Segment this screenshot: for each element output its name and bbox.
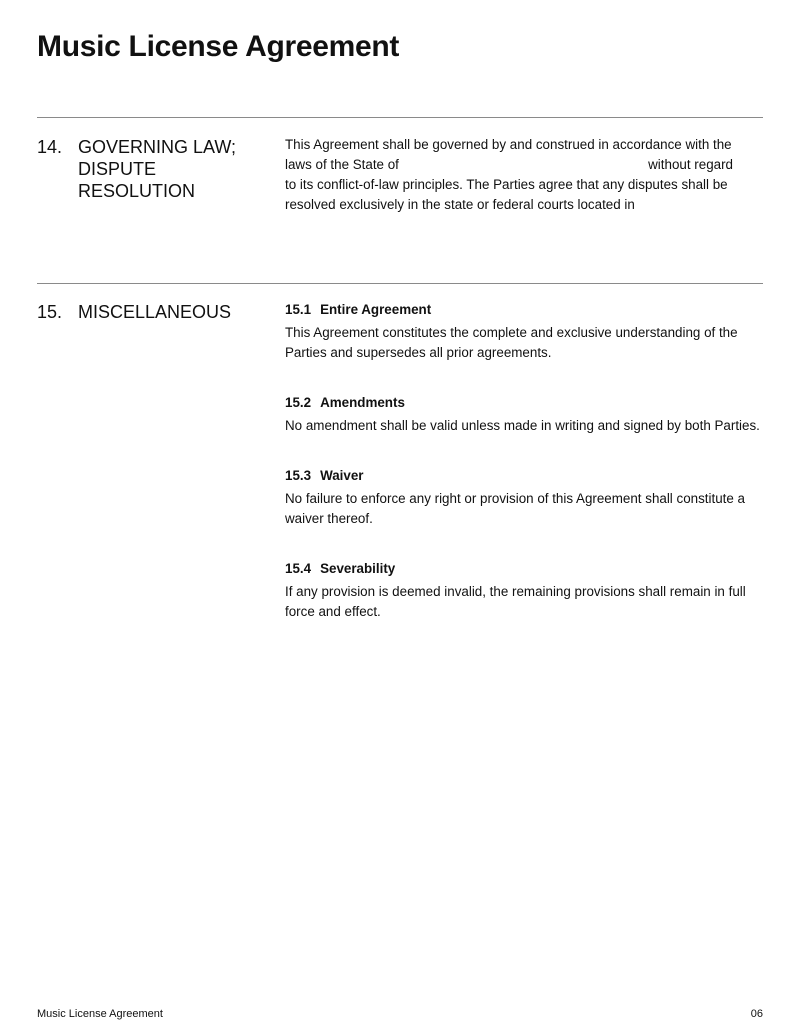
body-line: to its conflict-of-law principles. The Parties agree that any disputes shall be	[285, 177, 728, 192]
subsection-heading	[285, 301, 765, 319]
section-number: 15.	[37, 302, 63, 322]
subsection-title: Entire Agreement	[320, 302, 432, 317]
subsection-text: This Agreement constitutes the complete and exclusive understanding of the Parties and supersedes all prior agreements.	[285, 325, 738, 360]
subsection-waiver	[285, 467, 765, 529]
body-line	[285, 155, 733, 175]
body-line-fragment: without regard	[648, 157, 733, 172]
body-line-fragment: laws of the State of	[285, 157, 399, 172]
subsection-text: If any provision is deemed invalid, the remaining provisions shall remain in full force and effect.	[285, 584, 746, 619]
subsection-number: 15.1	[285, 302, 312, 317]
section-divider	[37, 117, 763, 118]
document-title: Music License Agreement	[37, 30, 400, 63]
subsection-number: 15.4	[285, 561, 312, 576]
section-title: MISCELLANEOUS	[78, 302, 232, 322]
subsection-heading	[285, 560, 765, 578]
subsection-severability	[285, 560, 765, 622]
subsection-text: No amendment shall be valid unless made in writing and signed by both Parties.	[285, 418, 760, 433]
subsection-number: 15.2	[285, 395, 312, 410]
subsection-title: Waiver	[320, 468, 364, 483]
section-divider	[37, 283, 763, 284]
section-title: GOVERNING LAW; DISPUTE RESOLUTION	[78, 137, 237, 201]
section-number: 14.	[37, 137, 63, 157]
subsection-entire-agreement	[285, 301, 765, 363]
body-line: resolved exclusively in the state or federal courts located in	[285, 197, 635, 212]
subsection-number: 15.3	[285, 468, 312, 483]
footer-document-title: Music License Agreement	[37, 1008, 163, 1020]
footer-page-number: 06	[750, 1008, 763, 1020]
subsection-title: Amendments	[320, 395, 405, 410]
subsection-heading	[285, 467, 765, 485]
section-body	[285, 135, 765, 215]
body-line: This Agreement shall be governed by and construed in accordance with the	[285, 137, 732, 152]
subsection-title: Severability	[320, 561, 396, 576]
subsection-text: No failure to enforce any right or provision of this Agreement shall constitute a waiver thereof.	[285, 491, 745, 526]
subsection-amendments	[285, 394, 765, 436]
subsection-heading	[285, 394, 765, 412]
